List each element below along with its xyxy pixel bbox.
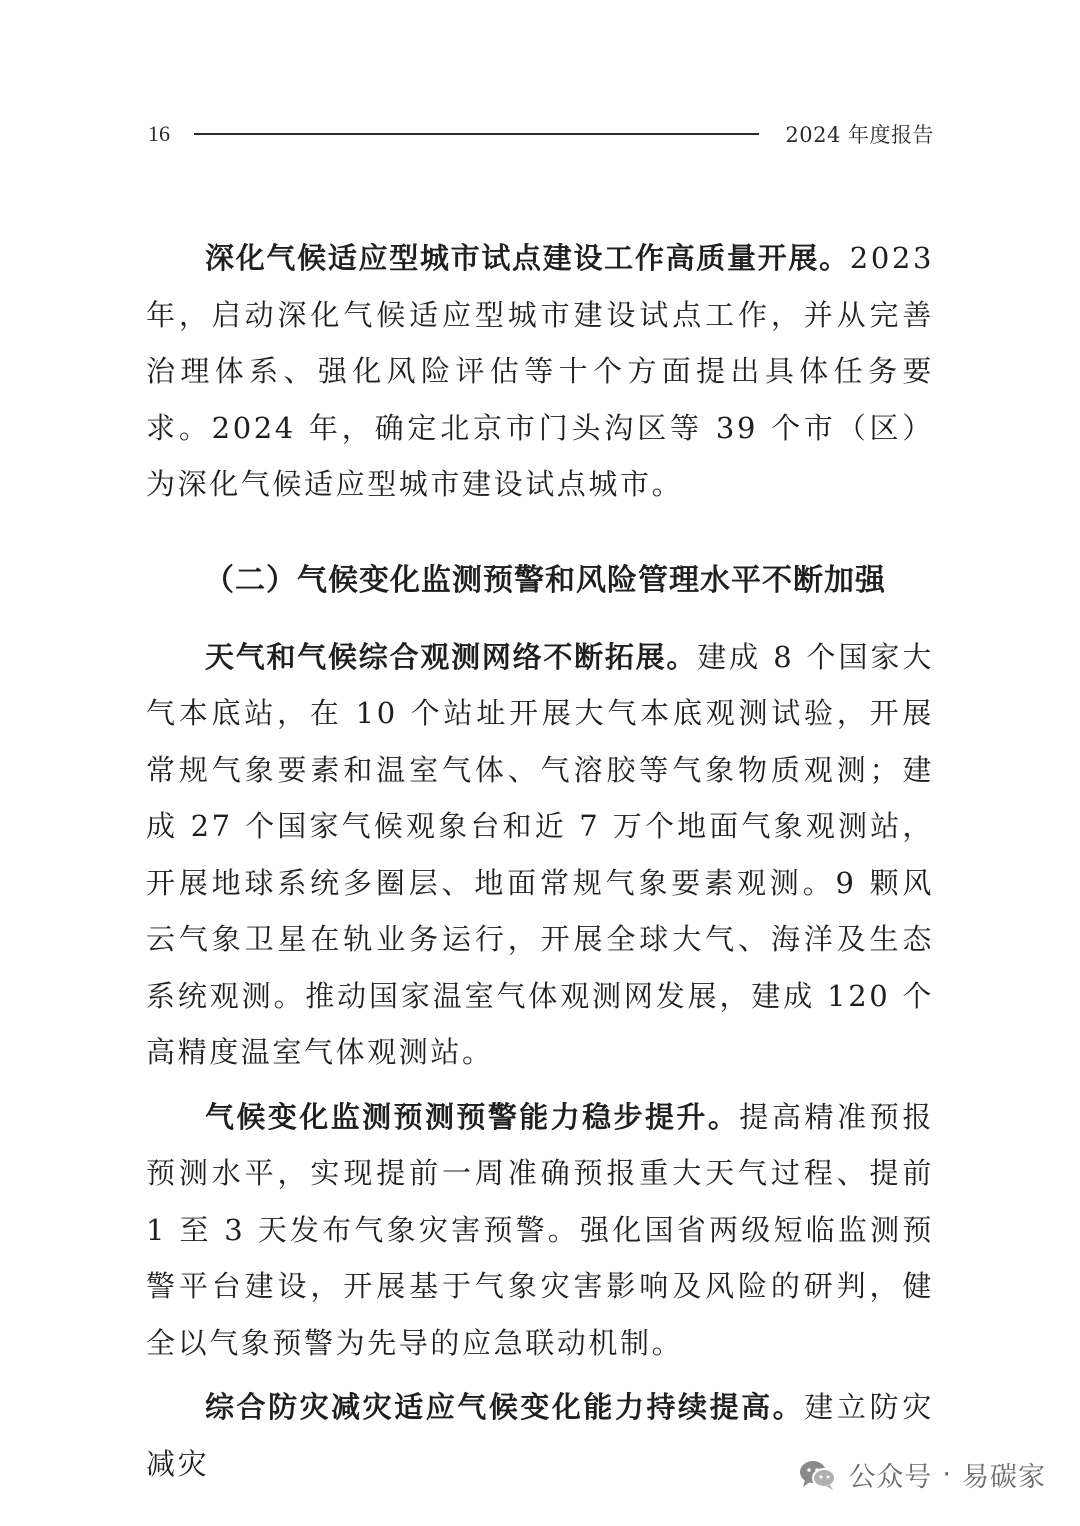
header-title: 2024 年度报告	[785, 123, 934, 147]
document-body	[146, 230, 934, 1492]
page-header	[148, 116, 934, 152]
paragraph-lead: 综合防灾减灾适应气候变化能力持续提高。	[205, 1390, 805, 1424]
paragraph-forecast-capability	[146, 1089, 934, 1372]
watermark	[798, 1455, 1046, 1494]
watermark-platform: 公众号	[848, 1462, 933, 1493]
section-heading: （二）气候变化监测预警和风险管理水平不断加强	[204, 562, 886, 598]
paragraph-climate-adaptive-cities	[146, 230, 934, 513]
paragraph-text: 2023 年，启动深化气候适应型城市建设试点工作，并从完善治理体系、强化风险评估等十个方面提出具体任务要求。2024 年，确定北京市门头沟区等 39 个市（区）为深化气候适应型城市建设试点城市。	[146, 241, 934, 501]
watermark-separator: ·	[942, 1459, 952, 1490]
watermark-account: 易碳家	[962, 1462, 1046, 1493]
paragraph-observation-network	[146, 629, 934, 1081]
paragraph-lead: 深化气候适应型城市试点建设工作高质量开展。	[205, 241, 850, 275]
paragraph-text: 建立防灾减灾	[146, 1390, 934, 1481]
page-number: 16	[148, 121, 170, 146]
paragraph-lead: 天气和气候综合观测网络不断拓展。	[205, 639, 698, 674]
paragraph-text: 建成 8 个国家大气本底站，在 10 个站址开展大气本底观测试验，开展常规气象要素和温室气体、气溶胶等气象物质观测；建成 27 个国家气候观象台和近 7 万个地面气象观测站，开展地球系统多圈层、地面常规气象要素观测。9 颗风云气象卫星在轨业务运行，开展全球大气、海洋及生态系统观测。推动国家温室气体观测网发展，建成 120 个高精度温室气体观测站。	[146, 639, 935, 1069]
paragraph-lead: 气候变化监测预测预警能力稳步提升。	[205, 1099, 740, 1134]
paragraph-text: 提高精准预报预测水平，实现提前一周准确预报重大天气过程、提前 1 至 3 天发布气象灾害预警。强化国省两级短临监测预警平台建设，开展基于气象灾害影响及风险的研判，健全以气象预警为先导的应急联动机制。	[146, 1099, 934, 1360]
header-rule	[194, 133, 759, 135]
wechat-icon	[798, 1458, 838, 1492]
